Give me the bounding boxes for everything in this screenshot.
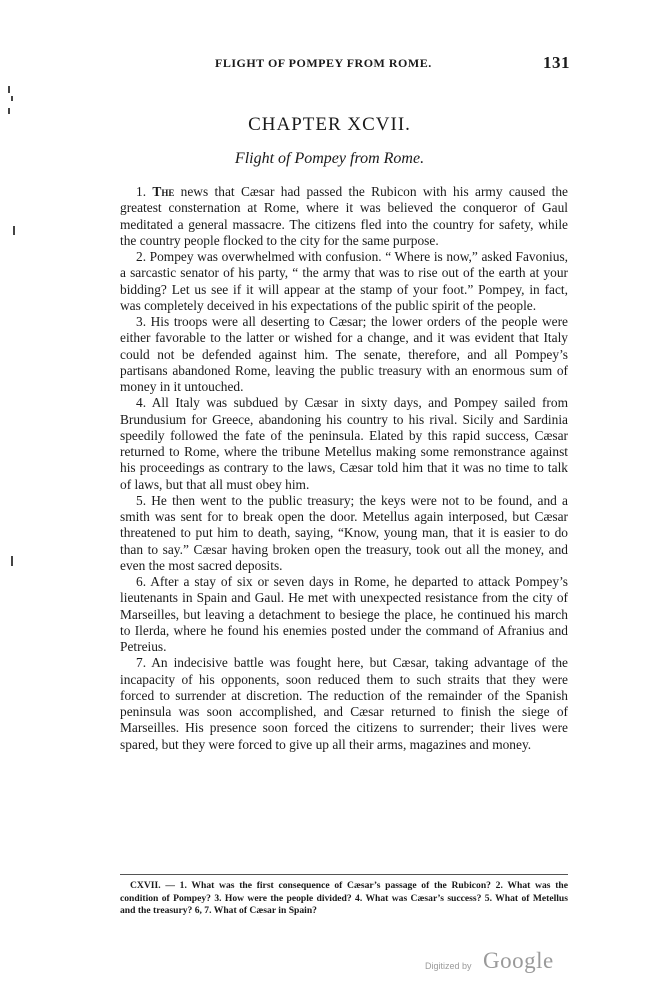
paragraph-number: 7.	[136, 655, 152, 671]
review-questions	[120, 880, 568, 918]
paragraph-first-word: The	[152, 184, 175, 199]
paragraph-5	[120, 493, 568, 574]
chapter-heading: CHAPTER XCVII.	[248, 114, 411, 135]
paragraph-text: Pompey was overwhelmed with confusion. “ Where is now,” asked Favonius, a sarcastic senator of his party, “ the army that was to rise out of the earth at your bidding? Let us see if it will appear at the stamp of your foot.” Pompey, in fact, was completely deceived in his expectations of the public spirit of the people.	[120, 249, 568, 313]
paragraph-number: 3.	[136, 314, 151, 329]
paragraph-text: All Italy was subdued by Cæsar in sixty days, and Pompey sailed from Brundusium for Greece, abandoning his country to his rival. Sicily and Sardinia speedily followed the fate of the peninsula. Elated by this rapid success, Cæsar returned to Rome, where the tribune Metellus making some remonstrance against his proceedings as contrary to the laws, Cæsar told him that it was no time to talk of laws, but that all must obey him.	[120, 395, 568, 492]
margin-mark	[8, 86, 10, 93]
paragraph-number: 6.	[136, 574, 151, 589]
paragraph-2	[120, 249, 568, 314]
watermark-prefix: Digitized by	[425, 961, 472, 971]
paragraph-3	[120, 314, 568, 395]
paragraph-6	[120, 574, 568, 655]
paragraph-text: An indecisive battle was fought here, but Cæsar, taking advantage of the incapacity of his opponents, soon reduced them to such straits that they were forced to surrender at discretion. The reduction of the remainder of the Spanish peninsula was soon accomplished, and Cæsar returned to finish the siege of Marseilles. His presence soon forced the citizens to surrender; their lives were spared, but they were forced to give up all their arms, magazines and money.	[120, 655, 568, 752]
paragraph-number: 4.	[136, 395, 152, 411]
digitized-watermark	[425, 950, 585, 980]
footnote-divider	[120, 874, 568, 875]
running-head-title: FLIGHT OF POMPEY FROM ROME.	[215, 56, 432, 70]
margin-mark	[8, 108, 10, 114]
paragraph-text: news that Cæsar had passed the Rubicon with his army caused the greatest consternation at Rome, where it was believed the conqueror of Gaul meditated a general massacre. The citizens fled into the country for safety, while the country people flocked to the city for the same purpose.	[120, 184, 568, 248]
review-questions-text: CXVII. — 1. What was the first consequence of Cæsar’s passage of the Rubicon? 2. What was the condition of Pompey? 3. How were the people divided? 4. What was Cæsar’s success? 5. What of Metellus and the treasury? 6, 7. What of Cæsar in Spain?	[120, 880, 568, 916]
margin-mark	[13, 226, 15, 235]
paragraph-4	[120, 395, 568, 493]
chapter-subtitle: Flight of Pompey from Rome.	[234, 150, 425, 167]
page-number: 131	[543, 53, 570, 72]
margin-mark	[11, 556, 13, 566]
google-logo: Google	[483, 948, 554, 973]
paragraph-number: 2.	[136, 249, 150, 264]
margin-mark	[11, 96, 13, 101]
chapter-body	[120, 184, 568, 753]
paragraph-text: After a stay of six or seven days in Rome, he departed to attack Pompey’s lieutenants in Spain and Gaul. He met with unexpected resistance from the city of Marseilles, but leaving a detachment to besiege the place, he continued his march to Ilerda, where he found his enemies posted under the command of Afranius and Petreius.	[120, 574, 569, 654]
paragraph-number: 5.	[136, 492, 152, 508]
paragraph-1	[120, 184, 568, 249]
paragraph-number: 1.	[136, 184, 153, 199]
paragraph-text: He then went to the public treasury; the keys were not to be found, and a smith was sent for to break open the door. Metellus again interposed, but Cæsar threatened to put him to death, saying, “Know, young man, that it is easier to do than to say.” Cæsar having broken open the treasury, took out all the money, and even the most sacred deposits.	[120, 492, 568, 573]
paragraph-text: His troops were all deserting to Cæsar; the lower orders of the people were either favorable to the latter or wished for a change, and it was evident that Italy could not be defended against him. The senate, therefore, and all Pompey’s partisans abandoned Rome, leaving the public treasury with an enormous sum of money in it untouched.	[120, 314, 569, 394]
paragraph-7	[120, 655, 568, 753]
